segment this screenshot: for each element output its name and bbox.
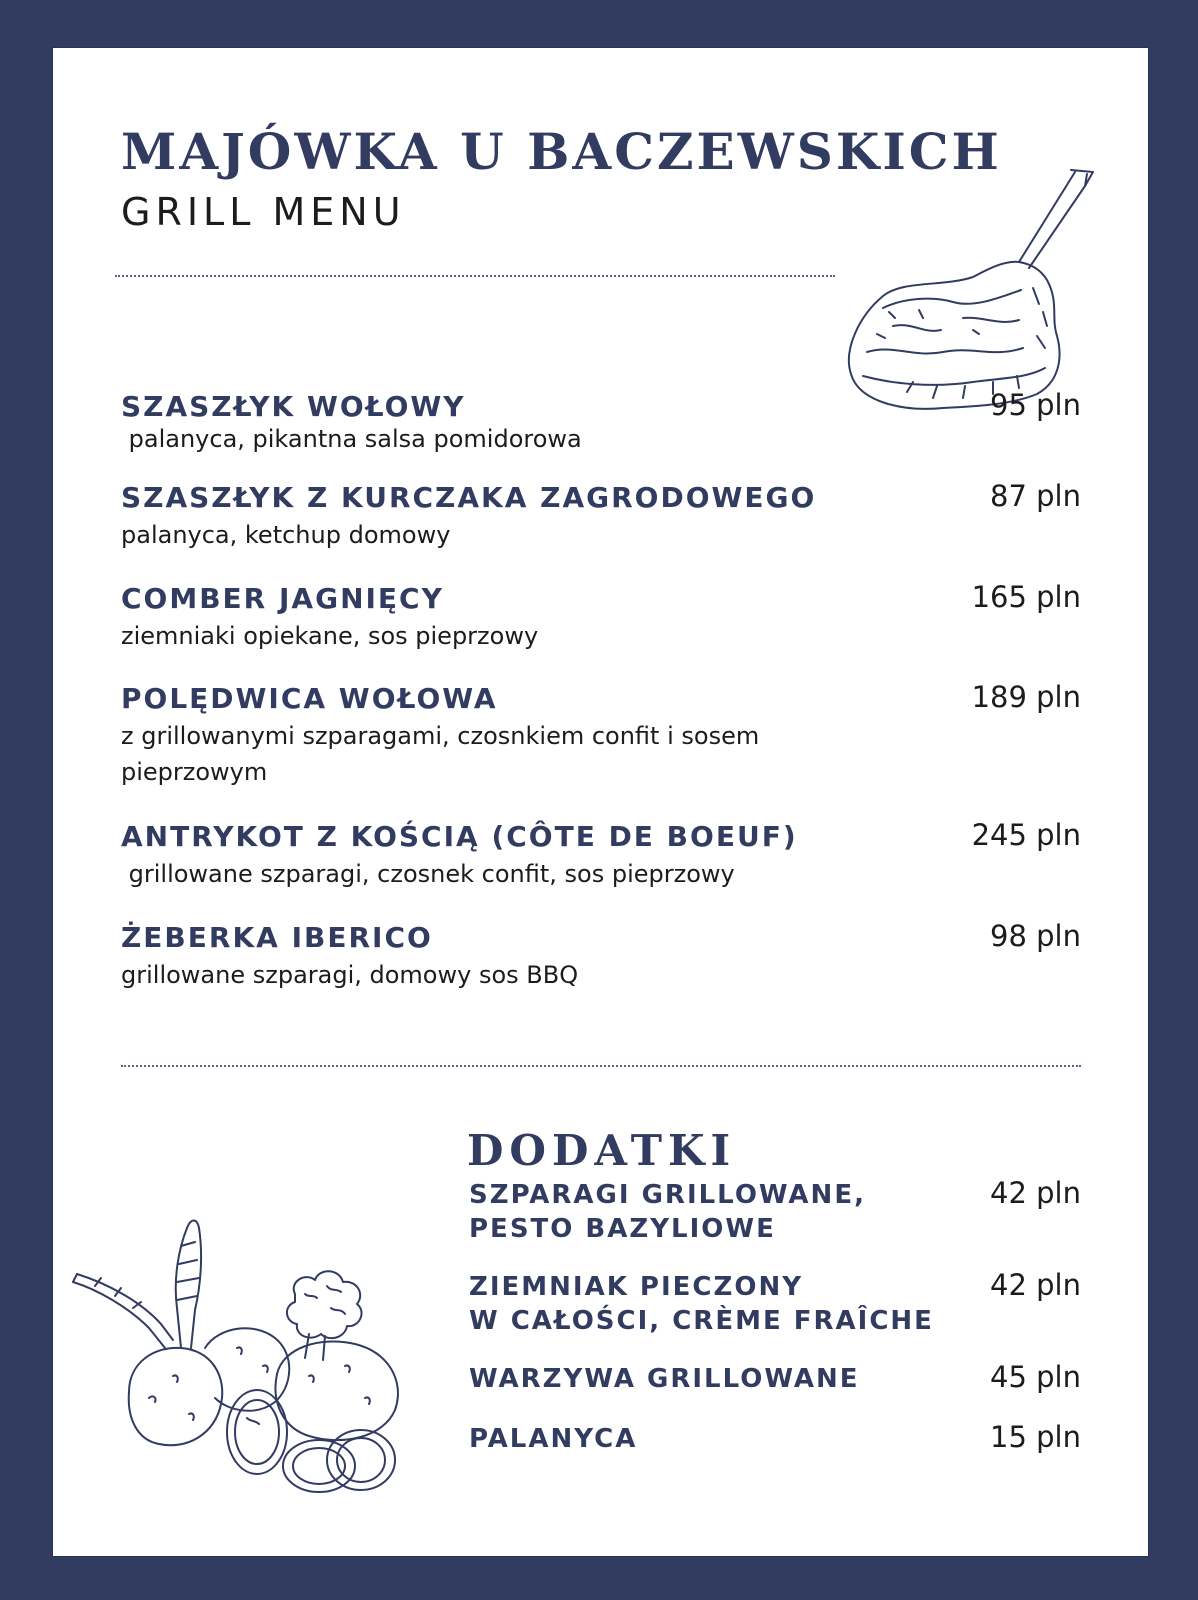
dish-description: palanyca, pikantna salsa pomidorowa bbox=[121, 425, 582, 453]
dish-price: 165 pln bbox=[971, 580, 1081, 614]
dish-price: 245 pln bbox=[971, 818, 1081, 852]
menu-title: MAJÓWKA U BACZEWSKICH bbox=[121, 122, 1002, 181]
menu-subtitle: GRILL MENU bbox=[121, 190, 406, 234]
menu-card bbox=[53, 48, 1148, 1556]
side-name: SZPARAGI GRILLOWANE, PESTO BAZYLIOWE bbox=[469, 1180, 866, 1244]
side-price: 42 pln bbox=[990, 1176, 1081, 1210]
vegetables-icon bbox=[69, 1198, 429, 1518]
sides-title: DODATKI bbox=[467, 1126, 737, 1175]
dish-description: grillowane szparagi, czosnek confit, sos pieprzowy bbox=[121, 860, 735, 888]
dish-description: grillowane szparagi, domowy sos BBQ bbox=[121, 961, 579, 989]
list-item bbox=[121, 921, 1081, 993]
dish-name: COMBER JAGNIĘCY bbox=[121, 582, 444, 615]
side-name: ZIEMNIAK PIECZONY W CAŁOŚCI, CRÈME FRAÎCHE bbox=[469, 1272, 934, 1336]
side-price: 45 pln bbox=[990, 1360, 1081, 1394]
list-item bbox=[121, 820, 1081, 892]
side-name: PALANYCA bbox=[469, 1424, 638, 1454]
dish-description: ziemniaki opiekane, sos pieprzowy bbox=[121, 622, 539, 650]
side-price: 15 pln bbox=[990, 1420, 1081, 1454]
dish-price: 189 pln bbox=[971, 680, 1081, 714]
steak-icon bbox=[823, 112, 1123, 432]
dish-description: z grillowanymi szparagami, czosnkiem confit i sosem pieprzowym bbox=[121, 722, 767, 786]
side-name: WARZYWA GRILLOWANE bbox=[469, 1364, 860, 1394]
dish-name: POLĘDWICA WOŁOWA bbox=[121, 682, 498, 715]
dish-price: 87 pln bbox=[990, 479, 1081, 513]
list-item bbox=[469, 1178, 1081, 1246]
dish-description: palanyca, ketchup domowy bbox=[121, 521, 451, 549]
side-price: 42 pln bbox=[990, 1268, 1081, 1302]
list-item bbox=[121, 582, 1081, 654]
dish-price: 98 pln bbox=[990, 919, 1081, 953]
list-item bbox=[121, 682, 1081, 790]
dish-name: SZASZŁYK WOŁOWY bbox=[121, 390, 466, 423]
list-item bbox=[121, 390, 1081, 454]
divider-top bbox=[115, 275, 835, 277]
list-item bbox=[121, 481, 1081, 553]
list-item bbox=[469, 1362, 1081, 1396]
list-item bbox=[469, 1270, 1081, 1338]
divider-middle bbox=[121, 1065, 1081, 1067]
dish-price: 95 pln bbox=[990, 388, 1081, 422]
dish-name: ŻEBERKA IBERICO bbox=[121, 921, 433, 954]
dish-name: SZASZŁYK Z KURCZAKA ZAGRODOWEGO bbox=[121, 481, 817, 514]
list-item bbox=[469, 1422, 1081, 1456]
dish-name: ANTRYKOT Z KOŚCIĄ (CÔTE DE BOEUF) bbox=[121, 820, 798, 853]
